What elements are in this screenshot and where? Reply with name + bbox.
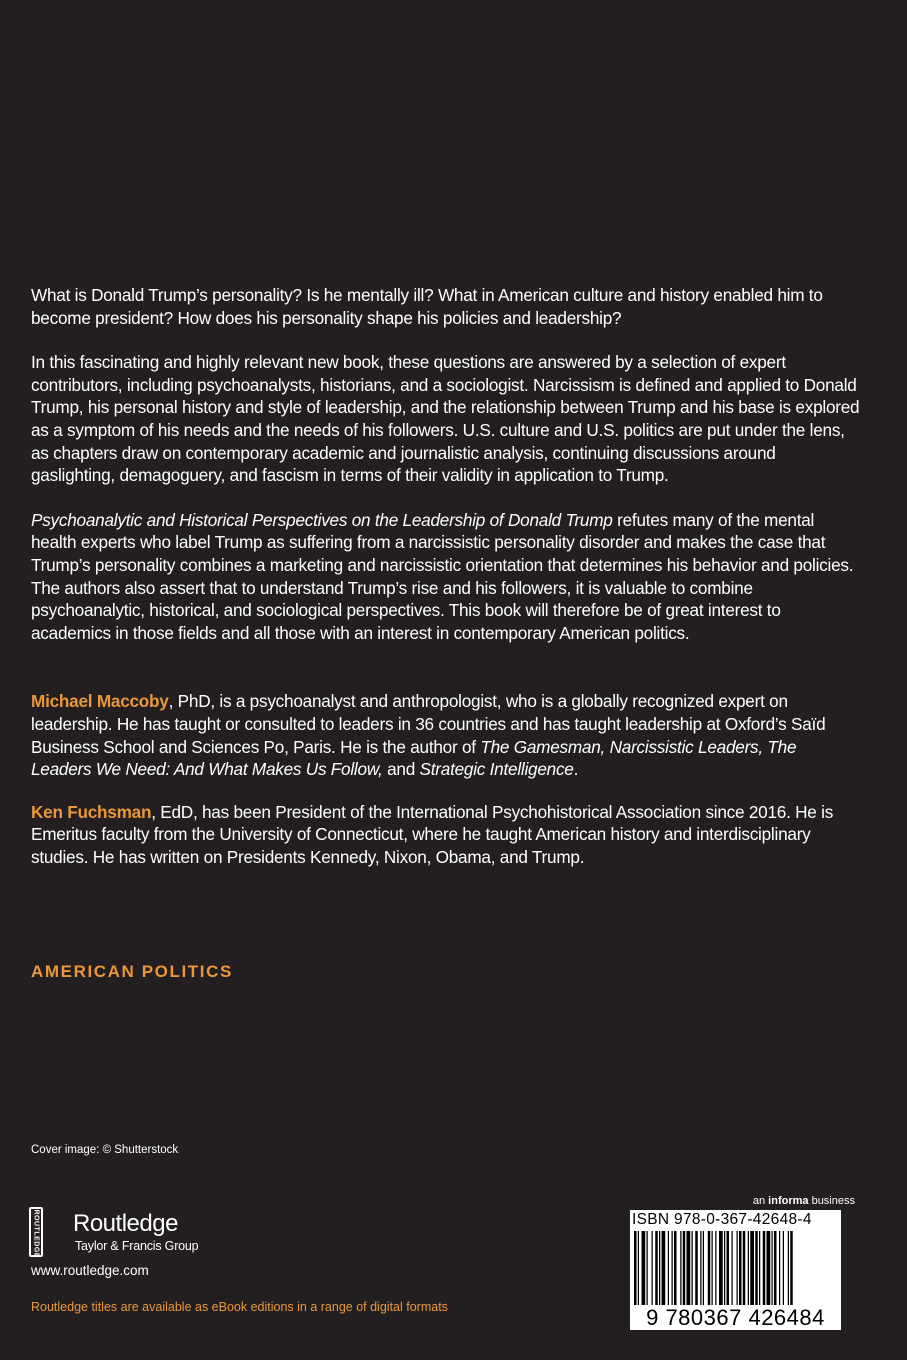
barcode-bar	[634, 1231, 637, 1305]
ebook-note: Routledge titles are available as eBook editions in a range of digital formats	[31, 1300, 448, 1314]
barcode-bar	[659, 1231, 660, 1305]
barcode-bar	[647, 1231, 648, 1305]
barcode-bar	[638, 1231, 639, 1305]
author-bio-2: Ken Fuchsman, EdD, has been President of the International Psychohistorical Association since 2016. He is Emeritus faculty from the University of Connecticut, where he taught American history and interdisciplinary studies. He has written on Presidents Kennedy, Nixon, Obama, and Trump.	[31, 801, 834, 867]
barcode-bar	[788, 1231, 789, 1305]
barcode-bar	[655, 1231, 658, 1305]
blurb-paragraph-3-text: refutes many of the mental health experts who label Trump as suffering from a narcissistic personality disorder and makes the case that Trump’s personality combines a marketing and narcissistic orientation that determines his behavior and policies. The authors also assert that to understand Trump’s rise and his followers, it is valuable to combine psychoanalytic, historical, and sociological perspectives. This book will therefore be of great interest to academics in those fields and all those with an interest in contemporary American politics.	[31, 509, 854, 643]
routledge-logo	[29, 1207, 239, 1259]
subject-category: AMERICAN POLITICS	[31, 962, 233, 981]
barcode-bar	[739, 1231, 742, 1305]
author-name-2: Ken Fuchsman	[31, 801, 152, 822]
barcode-bar	[700, 1231, 701, 1305]
author-name-1: Michael Maccoby	[31, 691, 169, 712]
barcode-bar	[790, 1231, 793, 1305]
routledge-mark-icon: ROUTLEDGE	[29, 1207, 43, 1257]
barcode-bar	[715, 1231, 716, 1305]
barcode-bar	[759, 1231, 760, 1305]
barcode-bar	[674, 1231, 677, 1305]
barcode-bar	[692, 1231, 693, 1305]
blurb-paragraph-2: In this fascinating and highly relevant new book, these questions are answered by a selection of expert contributors, including psychoanalysts, historians, and a sociologist. Narcissism is defined and applied to Donald Trump, his personal history and style of leadership, and the relationship between Trump and his base is explored as a symptom of his needs and the needs of his followers. U.S. culture and U.S. politics are put under the lens, as chapters draw on contemporary academic and journalistic analysis, continuing discussions around gaslighting, demagoguery, and fascism in terms of their validity in application to Trump.	[31, 352, 860, 486]
author-works: The Gamesman, Narcissistic Leaders, The Leaders We Need: And What Makes Us Follow,	[31, 736, 797, 780]
publisher-name: Routledge	[73, 1210, 178, 1237]
barcode-bar	[748, 1231, 749, 1305]
barcode-bars	[634, 1231, 837, 1305]
barcode-bar	[687, 1231, 691, 1305]
barcode-bar	[737, 1231, 738, 1305]
barcode-bar	[783, 1231, 784, 1305]
barcode-bar	[642, 1231, 646, 1305]
barcode-bar	[767, 1231, 771, 1305]
barcode-bar	[727, 1231, 730, 1305]
cover-credit: Cover image: © Shutterstock	[31, 1144, 179, 1156]
publisher-group: Taylor & Francis Group	[75, 1239, 199, 1253]
barcode-bar	[672, 1231, 673, 1305]
barcode-bar	[763, 1231, 766, 1305]
blurb-paragraph-3	[31, 509, 861, 645]
barcode-digits: 9 780367 426484	[646, 1305, 825, 1330]
barcode-bar	[680, 1231, 681, 1305]
barcode-bar	[750, 1231, 754, 1305]
isbn-barcode	[630, 1210, 841, 1330]
book-title: Psychoanalytic and Historical Perspectives on the Leadership of Donald Trump	[31, 509, 613, 530]
barcode-bar	[774, 1231, 777, 1305]
barcode-bar	[708, 1231, 711, 1305]
informa-tagline: an informa business	[752, 1195, 855, 1207]
barcode-bar	[662, 1231, 666, 1305]
author-bio-1: Michael Maccoby, PhD, is a psychoanalyst and anthropologist, who is a globally recognized expert on leadership. He has taught or consulted to leaders in 36 countries and has taught leadership at Oxford’s Saïd Business School and Sciences Po, Paris. He is the author of The Gamesman, Narcissistic Leaders, The Leaders We Need: And What Makes Us Follow, and Strategic Intelligence.	[31, 691, 826, 780]
publisher-website[interactable]: www.routledge.com	[31, 1263, 149, 1278]
barcode-bar	[779, 1231, 780, 1305]
author-last-work: Strategic Intelligence	[419, 759, 574, 780]
isbn-label: ISBN 978-0-367-42648-4	[632, 1211, 812, 1228]
barcode-bar	[712, 1231, 713, 1305]
barcode-bar	[719, 1231, 723, 1305]
barcode-bar	[703, 1231, 704, 1305]
barcode-bar	[668, 1231, 669, 1305]
barcode-bar	[652, 1231, 653, 1305]
barcode-bar	[724, 1231, 725, 1305]
back-cover-blurb	[31, 284, 861, 888]
barcode-bar	[743, 1231, 746, 1305]
barcode-bar	[683, 1231, 686, 1305]
barcode-bar	[695, 1231, 698, 1305]
barcode-bar	[732, 1231, 733, 1305]
blurb-paragraph-1: What is Donald Trump’s personality? Is he mentally ill? What in American culture and history enabled him to become president? How does his personality shape his policies and leadership?	[31, 285, 823, 328]
barcode-bar	[755, 1231, 758, 1305]
barcode-bar	[772, 1231, 773, 1305]
